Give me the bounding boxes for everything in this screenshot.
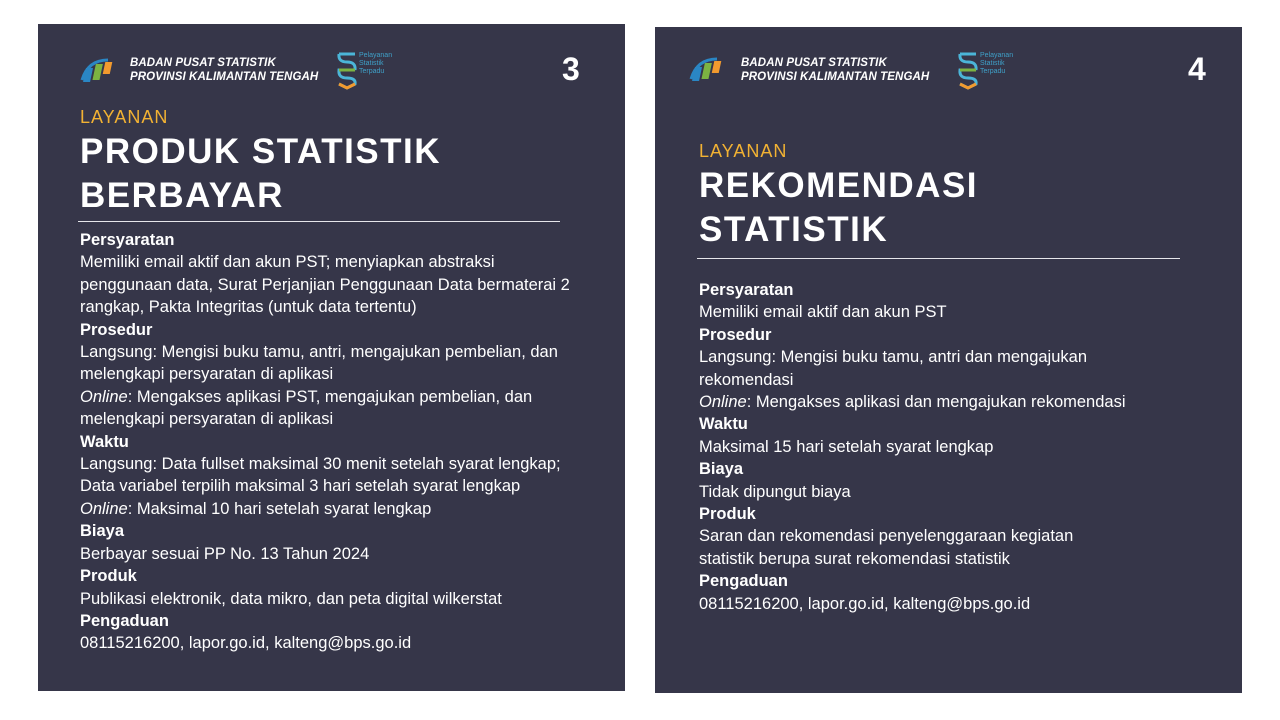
persyaratan-text-2: penggunaan data, Surat Perjanjian Penggunaan Data bermaterai 2 xyxy=(80,275,570,294)
pst-line1: Pelayanan xyxy=(980,52,1014,59)
biaya-heading: Biaya xyxy=(80,522,125,541)
title-divider xyxy=(697,258,1180,259)
biaya-text: Tidak dipungut biaya xyxy=(699,482,851,501)
online-label: Online xyxy=(80,499,128,518)
prosedur-heading: Prosedur xyxy=(699,325,772,344)
prosedur-text-3: : Mengakses aplikasi dan mengajukan rekomendasi xyxy=(746,393,1126,412)
page-number: 4 xyxy=(1188,51,1206,87)
produk-text: Publikasi elektronik, data mikro, dan peta digital wilkerstat xyxy=(80,589,502,608)
card-title-line2: STATISTIK xyxy=(699,210,889,249)
waktu-online-line xyxy=(80,498,570,520)
org-name-line2: PROVINSI KALIMANTAN TENGAH xyxy=(741,71,930,83)
pst-line1: Pelayanan xyxy=(359,52,393,59)
card-title-line1: PRODUK STATISTIK xyxy=(80,132,442,171)
prosedur-text-4: melengkapi persyaratan di aplikasi xyxy=(80,410,334,429)
card-details xyxy=(80,229,570,655)
pst-logo xyxy=(336,50,420,90)
persyaratan-heading: Persyaratan xyxy=(80,231,175,249)
produk-text-2: statistik berupa surat rekomendasi statistik xyxy=(699,549,1010,568)
waktu-heading: Waktu xyxy=(80,432,129,451)
pengaduan-heading: Pengaduan xyxy=(80,611,169,630)
pst-logo-icon xyxy=(957,50,979,90)
org-name xyxy=(130,56,318,84)
card-title xyxy=(80,130,441,218)
pst-logo xyxy=(957,50,1041,90)
persyaratan-text-3: rangkap, Pakta Integritas (untuk data tertentu) xyxy=(80,298,417,317)
card-kicker: LAYANAN xyxy=(699,141,788,161)
pst-line2: Statistik xyxy=(980,60,1005,67)
org-name-line1: BADAN PUSAT STATISTIK xyxy=(130,57,276,69)
pst-logo-text xyxy=(980,52,1013,76)
produk-heading: Produk xyxy=(699,505,756,524)
waktu-text-2: Data variabel terpilih maksimal 3 hari setelah syarat lengkap xyxy=(80,477,521,496)
pengaduan-heading: Pengaduan xyxy=(699,572,788,591)
card-title-line2: BERBAYAR xyxy=(80,176,284,215)
pst-line2: Statistik xyxy=(359,60,384,67)
pst-logo-icon xyxy=(336,50,358,90)
produk-text-1: Saran dan rekomendasi penyelenggaraan kegiatan xyxy=(699,527,1074,546)
card-details xyxy=(699,279,1126,615)
pst-line3: Terpadu xyxy=(359,68,385,75)
prosedur-text-2: melengkapi persyaratan di aplikasi xyxy=(80,365,334,384)
online-label: Online xyxy=(699,393,747,412)
org-name xyxy=(741,56,929,84)
persyaratan-text-1: Memiliki email aktif dan akun PST xyxy=(699,303,947,322)
page-number: 3 xyxy=(562,51,580,87)
prosedur-text-3: : Mengakses aplikasi PST, mengajukan pembelian, dan xyxy=(127,387,533,406)
prosedur-text-1: Langsung: Mengisi buku tamu, antri, mengajukan pembelian, dan xyxy=(80,343,558,362)
online-label: Online xyxy=(80,387,128,406)
waktu-text-1: Langsung: Data fullset maksimal 30 menit setelah syarat lengkap; xyxy=(80,455,561,474)
prosedur-heading: Prosedur xyxy=(80,320,153,339)
prosedur-online-line xyxy=(699,391,1126,413)
bps-logo-icon xyxy=(78,54,122,90)
pst-line3: Terpadu xyxy=(980,68,1006,75)
card-title-line1: REKOMENDASI xyxy=(699,166,979,205)
biaya-heading: Biaya xyxy=(699,460,744,479)
card-kicker: LAYANAN xyxy=(80,107,169,127)
waktu-text-3: : Maksimal 10 hari setelah syarat lengkap xyxy=(127,499,432,518)
produk-heading: Produk xyxy=(80,567,137,586)
waktu-heading: Waktu xyxy=(699,415,748,434)
org-name-line1: BADAN PUSAT STATISTIK xyxy=(741,57,887,69)
pengaduan-text: 08115216200, lapor.go.id, kalteng@bps.go.id xyxy=(80,634,412,653)
waktu-text-1: Maksimal 15 hari setelah syarat lengkap xyxy=(699,437,994,456)
pst-logo-text xyxy=(359,52,392,76)
title-divider xyxy=(78,221,560,222)
service-card-produk-statistik-berbayar xyxy=(38,24,625,691)
prosedur-text-2: rekomendasi xyxy=(699,370,794,389)
persyaratan-text-1: Memiliki email aktif dan akun PST; menyiapkan abstraksi xyxy=(80,253,495,272)
org-name-line2: PROVINSI KALIMANTAN TENGAH xyxy=(130,71,319,83)
service-card-rekomendasi-statistik xyxy=(655,27,1242,693)
pengaduan-text: 08115216200, lapor.go.id, kalteng@bps.go.id xyxy=(699,594,1031,613)
prosedur-text-1: Langsung: Mengisi buku tamu, antri dan mengajukan xyxy=(699,348,1087,367)
bps-logo-icon xyxy=(687,53,731,89)
persyaratan-heading: Persyaratan xyxy=(699,281,794,299)
prosedur-online-line xyxy=(80,386,570,408)
card-title xyxy=(699,164,978,252)
biaya-text: Berbayar sesuai PP No. 13 Tahun 2024 xyxy=(80,544,370,563)
